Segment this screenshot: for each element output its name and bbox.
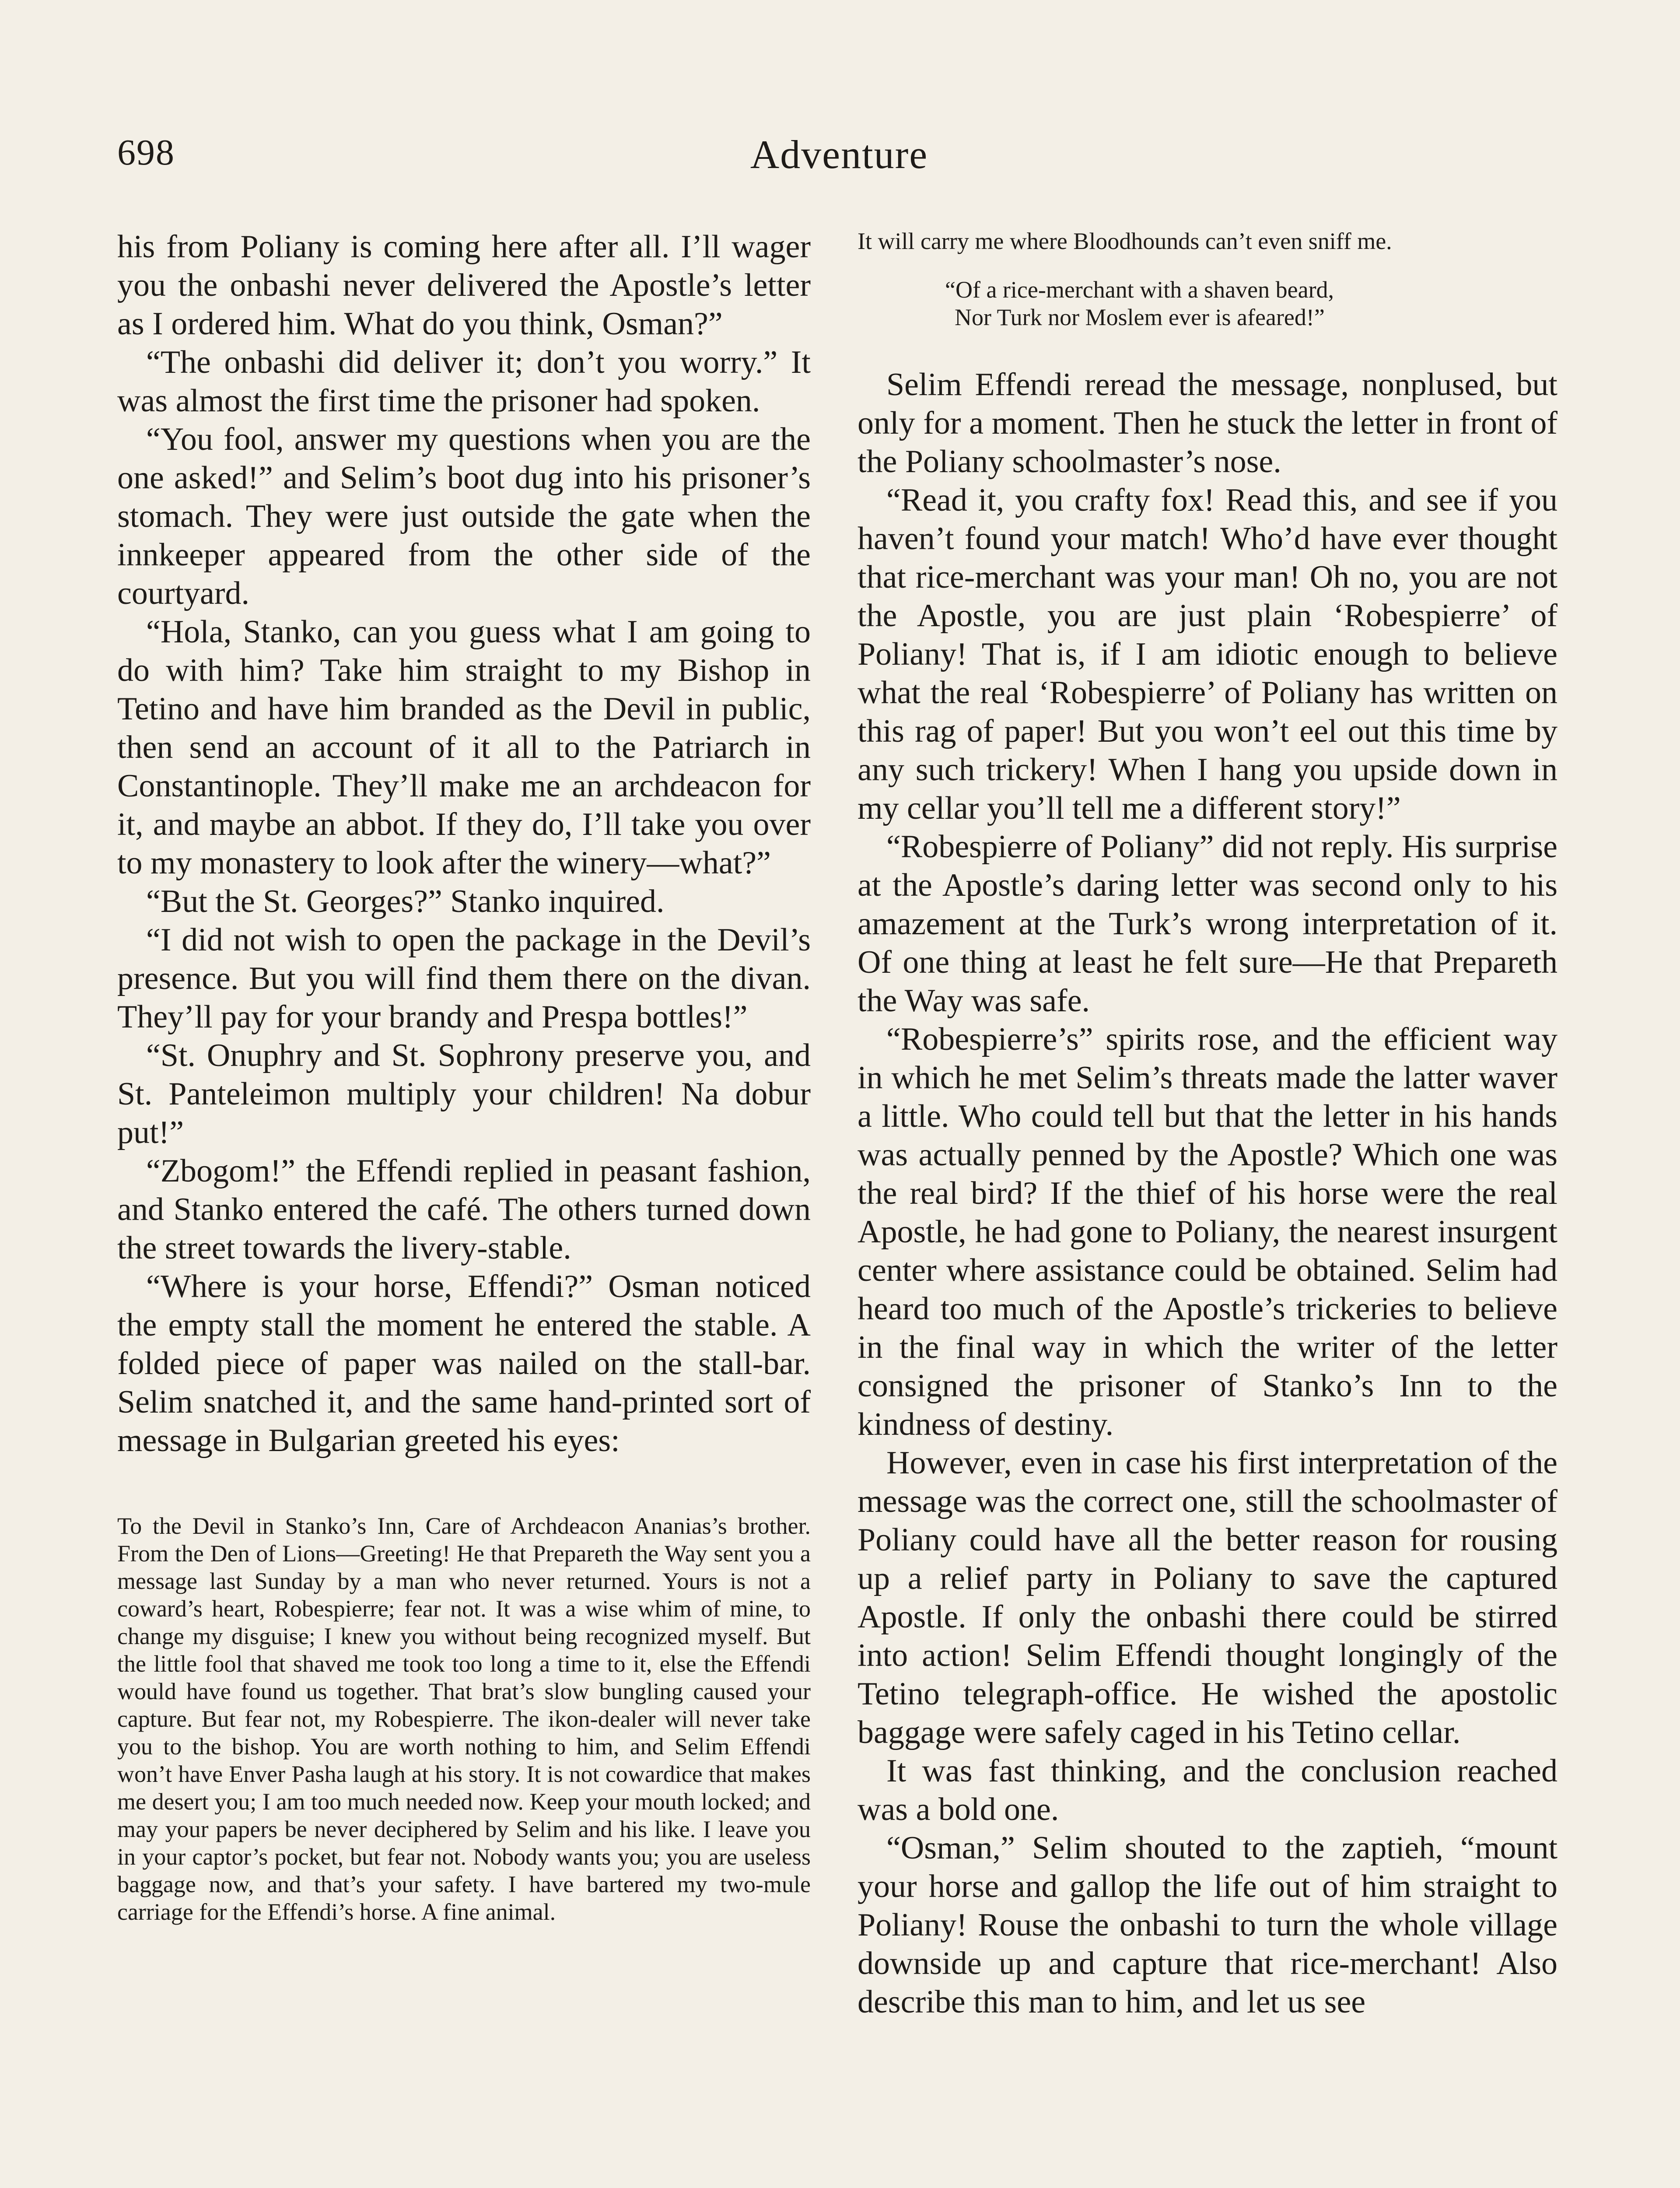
right-paragraph-6: It was fast thinking, and the conclusion reached was a bold one. — [858, 1753, 1558, 1827]
letter-continued-text: It will carry me where Bloodhounds can’t even sniff me. — [858, 228, 1392, 254]
right-paragraph-7: “Osman,” Selim shouted to the zaptieh, “mount your horse and gallop the life out of him straight to Poliany! Rouse the onbashi to turn the whole village downside up and capture that rice-merchant! Also describe this man to him, and let us see — [858, 1830, 1558, 2020]
left-paragraph-5: “But the St. Georges?” Stanko inquired. — [146, 884, 665, 919]
verse-line-1: “Of a rice-merchant with a shaven beard, — [945, 277, 1334, 303]
right-paragraph-2: “Read it, you crafty fox! Read this, and see if you haven’t found your match! Who’d have ever thought that rice-merchant was your man! Oh no, you are not the Apostle, you are just plain ‘Robespierre’ of Poliany! That is, if I am idiotic enough to believe what the real ‘Robespierre’ of Poliany has written on this rag of paper! But you won’t eel out this time by any such trickery! When I hang you upside down in my cellar you’ll tell me a different story!” — [858, 482, 1558, 826]
left-paragraph-2: “The onbashi did deliver it; don’t you worry.” It was almost the first time the prisoner had spoken. — [117, 344, 811, 419]
left-column — [117, 228, 811, 1926]
right-paragraph-4: “Robespierre’s” spirits rose, and the efficient way in which he met Selim’s threats made the latter waver a little. Who could tell but that the letter in his hands was actually penned by the Apostle? Which one was the real bird? If the thief of his horse were the real Apostle, he had gone to Poliany, the nearest insurgent center where assistance could be obtained. Selim had heard too much of the Apostle’s trickeries to believe in the final way in which the writer of the letter consigned the prisoner of Stanko’s Inn to the kindness of destiny. — [858, 1021, 1558, 1442]
page-number: 698 — [117, 132, 175, 173]
left-paragraph-3: “You fool, answer my questions when you are the one asked!” and Selim’s boot dug into his prisoner’s stomach. They were just outside the gate when the innkeeper appeared from the other side of the courtyard. — [117, 421, 811, 611]
right-body — [858, 365, 1558, 2021]
right-column — [858, 228, 1558, 2021]
left-paragraph-4: “Hola, Stanko, can you guess what I am going to do with him? Take him straight to my Bishop in Tetino and have him branded as the Devil in public, then send an account of it all to the Patriarch in Constantinople. They’ll make me an archdeacon for it, and maybe an abbot. If they do, I’ll take you over to my monastery to look after the winery—what?” — [117, 614, 811, 881]
left-paragraph-8: “Zbogom!” the Effendi replied in peasant fashion, and Stanko entered the café. The others turned down the street towards the livery-stable. — [117, 1153, 811, 1266]
left-paragraph-7: “St. Onuphry and St. Sophrony preserve you, and St. Panteleimon multiply your children! Na dobur put!” — [117, 1038, 811, 1150]
right-paragraph-5: However, even in case his first interpretation of the message was the correct one, still the schoolmaster of Poliany could have all the better reason for rousing up a relief party in Poliany to save the captured Apostle. If only the onbashi there could be stirred into action! Selim Effendi thought longingly of the Tetino telegraph-office. He wished the apostolic baggage were safely caged in his Tetino cellar. — [858, 1445, 1558, 1750]
letter-continued — [858, 228, 1558, 255]
left-paragraph-6: “I did not wish to open the package in the Devil’s presence. But you will find them there on the divan. They’ll pay for your brandy and Prespa bottles!” — [117, 922, 811, 1035]
running-title: Adventure — [750, 132, 928, 177]
page-header — [117, 131, 1561, 184]
right-paragraph-3: “Robespierre of Poliany” did not reply. His surprise at the Apostle’s daring letter was second only to his amazement at the Turk’s wrong interpretation of it. Of one thing at least he felt sure—He that Prepareth the Way was safe. — [858, 829, 1558, 1019]
verse — [945, 276, 1558, 331]
left-paragraph-1: his from Poliany is coming here after all. I’ll wager you the onbashi never delivered the Apostle’s letter as I ordered him. What do you think, Osman?” — [117, 229, 811, 342]
letter-block — [117, 1512, 811, 1926]
right-paragraph-1: Selim Effendi reread the message, nonplused, but only for a moment. Then he stuck the letter in front of the Poliany schoolmaster’s nose. — [858, 367, 1558, 480]
left-paragraph-9: “Where is your horse, Effendi?” Osman noticed the empty stall the moment he entered the stable. A folded piece of paper was nailed on the stall-bar. Selim snatched it, and the same hand-printed sort of message in Bulgarian greeted his eyes: — [117, 1269, 811, 1459]
verse-line-2: Nor Turk nor Moslem ever is afeared!” — [955, 304, 1325, 330]
letter-text: To the Devil in Stanko’s Inn, Care of Archdeacon Ananias’s brother. From the Den of Lions—Greeting! He that Prepareth the Way sent you a message last Sunday by a man who never returned. Yours is not a coward’s heart, Robespierre; fear not. It was a wise whim of mine, to change my disguise; I knew you without being recognized myself. But the little fool that shaved me took too long a time to it, else the Effendi would have found us together. That brat’s slow bungling caused your capture. But fear not, my Robespierre. The ikon-dealer will never take you to the bishop. You are worth nothing to him, and Selim Effendi won’t have Enver Pasha laugh at his story. It is not cowardice that makes me desert you; I am too much needed now. Keep your mouth locked; and may your papers be never deciphered by Selim and his like. I leave you in your captor’s pocket, but fear not. Nobody wants you; you are useless baggage now, and that’s your safety. I have bartered my two-mule carriage for the Effendi’s horse. A fine animal. — [117, 1513, 811, 1925]
